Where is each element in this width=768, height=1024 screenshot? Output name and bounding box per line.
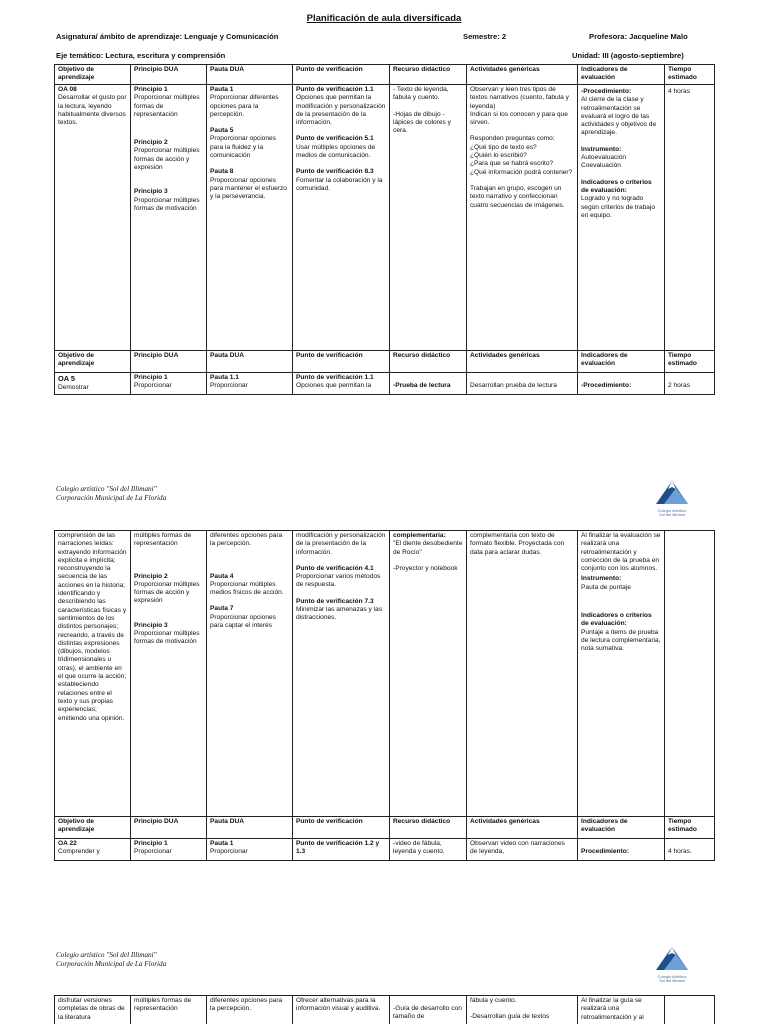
- indicators-cell: Al finalizar la evaluación se realizará una retroalimentación y corrección de la prueba en conjunto con los alumnos. Instrumento: Pauta de puntaje Indicadores o criterios de evaluación: Puntaje a ítems de prueba de lectura complementaria, nota sumativa.: [578, 531, 665, 817]
- mountain-logo-icon: [652, 479, 692, 505]
- resource-cell: -video de fábula, leyenda y cuento.: [390, 839, 467, 861]
- col-header-guideline: Pauta DUA: [207, 351, 293, 373]
- document-title: Planificación de aula diversificada: [306, 13, 462, 24]
- guideline-cell: Pauta 1.1 Proporcionar: [207, 373, 293, 395]
- col-header-time: Tiempo estimado: [665, 65, 715, 85]
- col-header-objective: Objetivo de aprendizaje: [55, 817, 131, 839]
- col-header-principle: Principio DUA: [131, 817, 207, 839]
- mountain-logo-icon: [652, 945, 692, 971]
- col-header-objective: Objetivo de aprendizaje: [55, 65, 131, 85]
- col-header-principle: Principio DUA: [131, 351, 207, 373]
- guideline-cell: diferentes opciones para la percepción.: [207, 996, 293, 1024]
- guideline-cell: diferentes opciones para la percepción. Pauta 4 Proporcionar múltiples medios físicos de acción. Pauta 7 Proporcionar opciones para captar el interés: [207, 531, 293, 817]
- col-header-activities: Actividades genéricas: [467, 817, 578, 839]
- col-header-time: Tiempo estimado: [665, 817, 715, 839]
- activities-cell: Observan video con narraciones de leyenda,: [467, 839, 578, 861]
- semester-label: Semestre: 2: [463, 32, 507, 41]
- page-3: [0, 944, 768, 1024]
- col-header-checkpoint: Punto de verificación: [293, 817, 390, 839]
- guideline-cell: Pauta 1 Proporcionar diferentes opciones para la percepción. Pauta 5 Proporcionar opciones para la fluidez y la comunicación Pauta 8 Proporcionar opciones para mantener el esfuerzo y la perseverancia.: [207, 85, 293, 351]
- resource-cell: -Guía de desarrollo con tamaño de: [390, 996, 467, 1024]
- objective-cell: OA 08 Desarrollar el gusto por la lectura, leyendo habitualmente diversos textos.: [55, 85, 131, 351]
- objective-cell: OA 22 Comprender y: [55, 839, 131, 861]
- indicators-cell: Procedimiento:: [578, 839, 665, 861]
- subject-label: Asignatura/ ámbito de aprendizaje: Lenguaje y Comunicación: [56, 32, 279, 41]
- col-header-indicators: Indicadores de evaluación: [578, 351, 665, 373]
- checkpoint-cell: Ofrecer alternativas para la información visual y auditiva.: [293, 996, 390, 1024]
- principle-cell: Principio 1 Proporcionar: [131, 373, 207, 395]
- school-logo: [642, 479, 702, 517]
- page-2: [0, 478, 768, 868]
- checkpoint-cell: modificación y personalización de la presentación de la información. Punto de verificación 4.1 Proporcionar varios métodos de respuesta. Punto de verificación 7.3 Minimizar las amenazas y las distracciones.: [293, 531, 390, 817]
- col-header-principle: Principio DUA: [131, 65, 207, 85]
- principle-cell: Principio 1 Proporcionar: [131, 839, 207, 861]
- resource-cell: - Texto de leyenda, fabula y cuento. -Hojas de dibujo -lápices de colores y cera.: [390, 85, 467, 351]
- col-header-indicators: Indicadores de evaluación: [578, 817, 665, 839]
- principle-cell: múltiples formas de representación: [131, 996, 207, 1024]
- checkpoint-cell: Punto de verificación 1.1 Opciones que permitan la: [293, 373, 390, 395]
- resource-cell: -Prueba de lectura: [390, 373, 467, 395]
- planning-table-2: [54, 530, 715, 861]
- table-header-row: [55, 65, 715, 85]
- time-cell: 4 horas: [665, 85, 715, 351]
- checkpoint-cell: Punto de verificación 1.1 Opciones que permitan la modificación y personalización de la presentación de la información. Punto de verificación 5.1 Usar múltiples opciones de medios de comunicación. Punto de verificación 8.3 Fomentar la colaboración y la comunidad.: [293, 85, 390, 351]
- table-header-row: [55, 817, 715, 839]
- unit-label: Unidad: III (agosto-septiembre): [572, 51, 684, 60]
- footer-school: Colegio artístico "Sol del Illimani" Corporación Municipal de La Florida: [56, 951, 167, 969]
- table-row: [55, 373, 715, 395]
- indicators-cell: -Procedimiento:: [578, 373, 665, 395]
- col-header-checkpoint: Punto de verificación: [293, 351, 390, 373]
- footer-school: Colegio artístico "Sol del Illimani" Corporación Municipal de La Florida: [56, 485, 167, 503]
- planning-table-3: [54, 995, 715, 1024]
- logo-caption: Colegio Artístico Sol del Illimani: [657, 507, 687, 517]
- checkpoint-cell: Punto de verificación 1.2 y 1.3: [293, 839, 390, 861]
- activities-cell: fábula y cuento. -Desarrollan guía de textos: [467, 996, 578, 1024]
- principle-cell: Principio 1 Proporcionar múltiples formas de representación Principio 2 Proporcionar múltiples formas de acción y expresión Principio 3 Proporcionar múltiples formas de motivación: [131, 85, 207, 351]
- school-logo: [642, 945, 702, 983]
- logo-caption: Colegio Artístico Sol del Illimani: [657, 973, 687, 983]
- col-header-guideline: Pauta DUA: [207, 817, 293, 839]
- indicators-cell: -Procedimiento: Al cierre de la clase y retroalimentación se evaluará el logro de las actividades y objetivos de aprendizaje. Instrumento: Autoevaluación Coevaluación Indicadores o criterios de evaluación: Logrado y no logrado según criterios de trabajo en equipo.: [578, 85, 665, 351]
- col-header-resource: Recurso didáctico: [390, 65, 467, 85]
- table-row: [55, 85, 715, 351]
- objective-cell: comprensión de las narraciones leídas: extrayendo información explícita e implícita; reconstruyendo la secuencia de las acciones en la historia; identificando y describiendo las características físicas y sentimientos de los distintos personajes; recreando, a través de distintas expresiones (dibujos, modelos tridimensionales u otras), el ambiente en el que ocurre la acción; estableciendo relaciones entre el texto y sus propias experiencias; emitiendo una opinión.: [55, 531, 131, 817]
- table-row: [55, 839, 715, 861]
- col-header-guideline: Pauta DUA: [207, 65, 293, 85]
- time-cell: 2 horas: [665, 373, 715, 395]
- col-header-time: Tiempo estimado: [665, 351, 715, 373]
- col-header-activities: Actividades genéricas: [467, 65, 578, 85]
- resource-cell: complementaria: "El diente desobediente de Rocío" -Proyector y notebook: [390, 531, 467, 817]
- guideline-cell: Pauta 1 Proporcionar: [207, 839, 293, 861]
- col-header-resource: Recurso didáctico: [390, 351, 467, 373]
- planning-table-1: [54, 64, 715, 395]
- col-header-resource: Recurso didáctico: [390, 817, 467, 839]
- time-cell: [665, 996, 715, 1024]
- page-1: [0, 0, 768, 402]
- table-row: [55, 996, 715, 1024]
- time-cell: 4 horas.: [665, 839, 715, 861]
- col-header-checkpoint: Punto de verificación: [293, 65, 390, 85]
- activities-cell: Observan y leen tres tipos de textos narrativos (cuento, fabula y leyenda) Indican si los conocen y para que sirven. Responden preguntas como: ¿Qué tipo de texto es? ¿Quién lo escribió? ¿Para que se habrá escrito? ¿Qué información podrá contener? Trabajan en grupo, escogen un texto narrativo y confeccionan cuatro secuencias de imágenes.: [467, 85, 578, 351]
- time-cell: [665, 531, 715, 817]
- activities-cell: complementaria con texto de formato flexible. Proyectada con data para aclarar dudas.: [467, 531, 578, 817]
- activities-cell: Desarrollan prueba de lectura: [467, 373, 578, 395]
- table-header-row: [55, 351, 715, 373]
- principle-cell: múltiples formas de representación Principio 2 Proporcionar múltiples formas de acción y expresión Principio 3 Proporcionar múltiples formas de motivación: [131, 531, 207, 817]
- objective-cell: disfrutar versiones completas de obras de la literatura: [55, 996, 131, 1024]
- col-header-indicators: Indicadores de evaluación: [578, 65, 665, 85]
- teacher-label: Profesora: Jacqueline Malo: [589, 32, 688, 41]
- col-header-objective: Objetivo de aprendizaje: [55, 351, 131, 373]
- table-row: [55, 531, 715, 817]
- indicators-cell: Al finalizar la guía se realizará una retroalimentación y al: [578, 996, 665, 1024]
- col-header-activities: Actividades genéricas: [467, 351, 578, 373]
- theme-axis-label: Eje temático: Lectura, escritura y comprensión: [56, 51, 226, 60]
- objective-cell: OA 5 Demostrar: [55, 373, 131, 395]
